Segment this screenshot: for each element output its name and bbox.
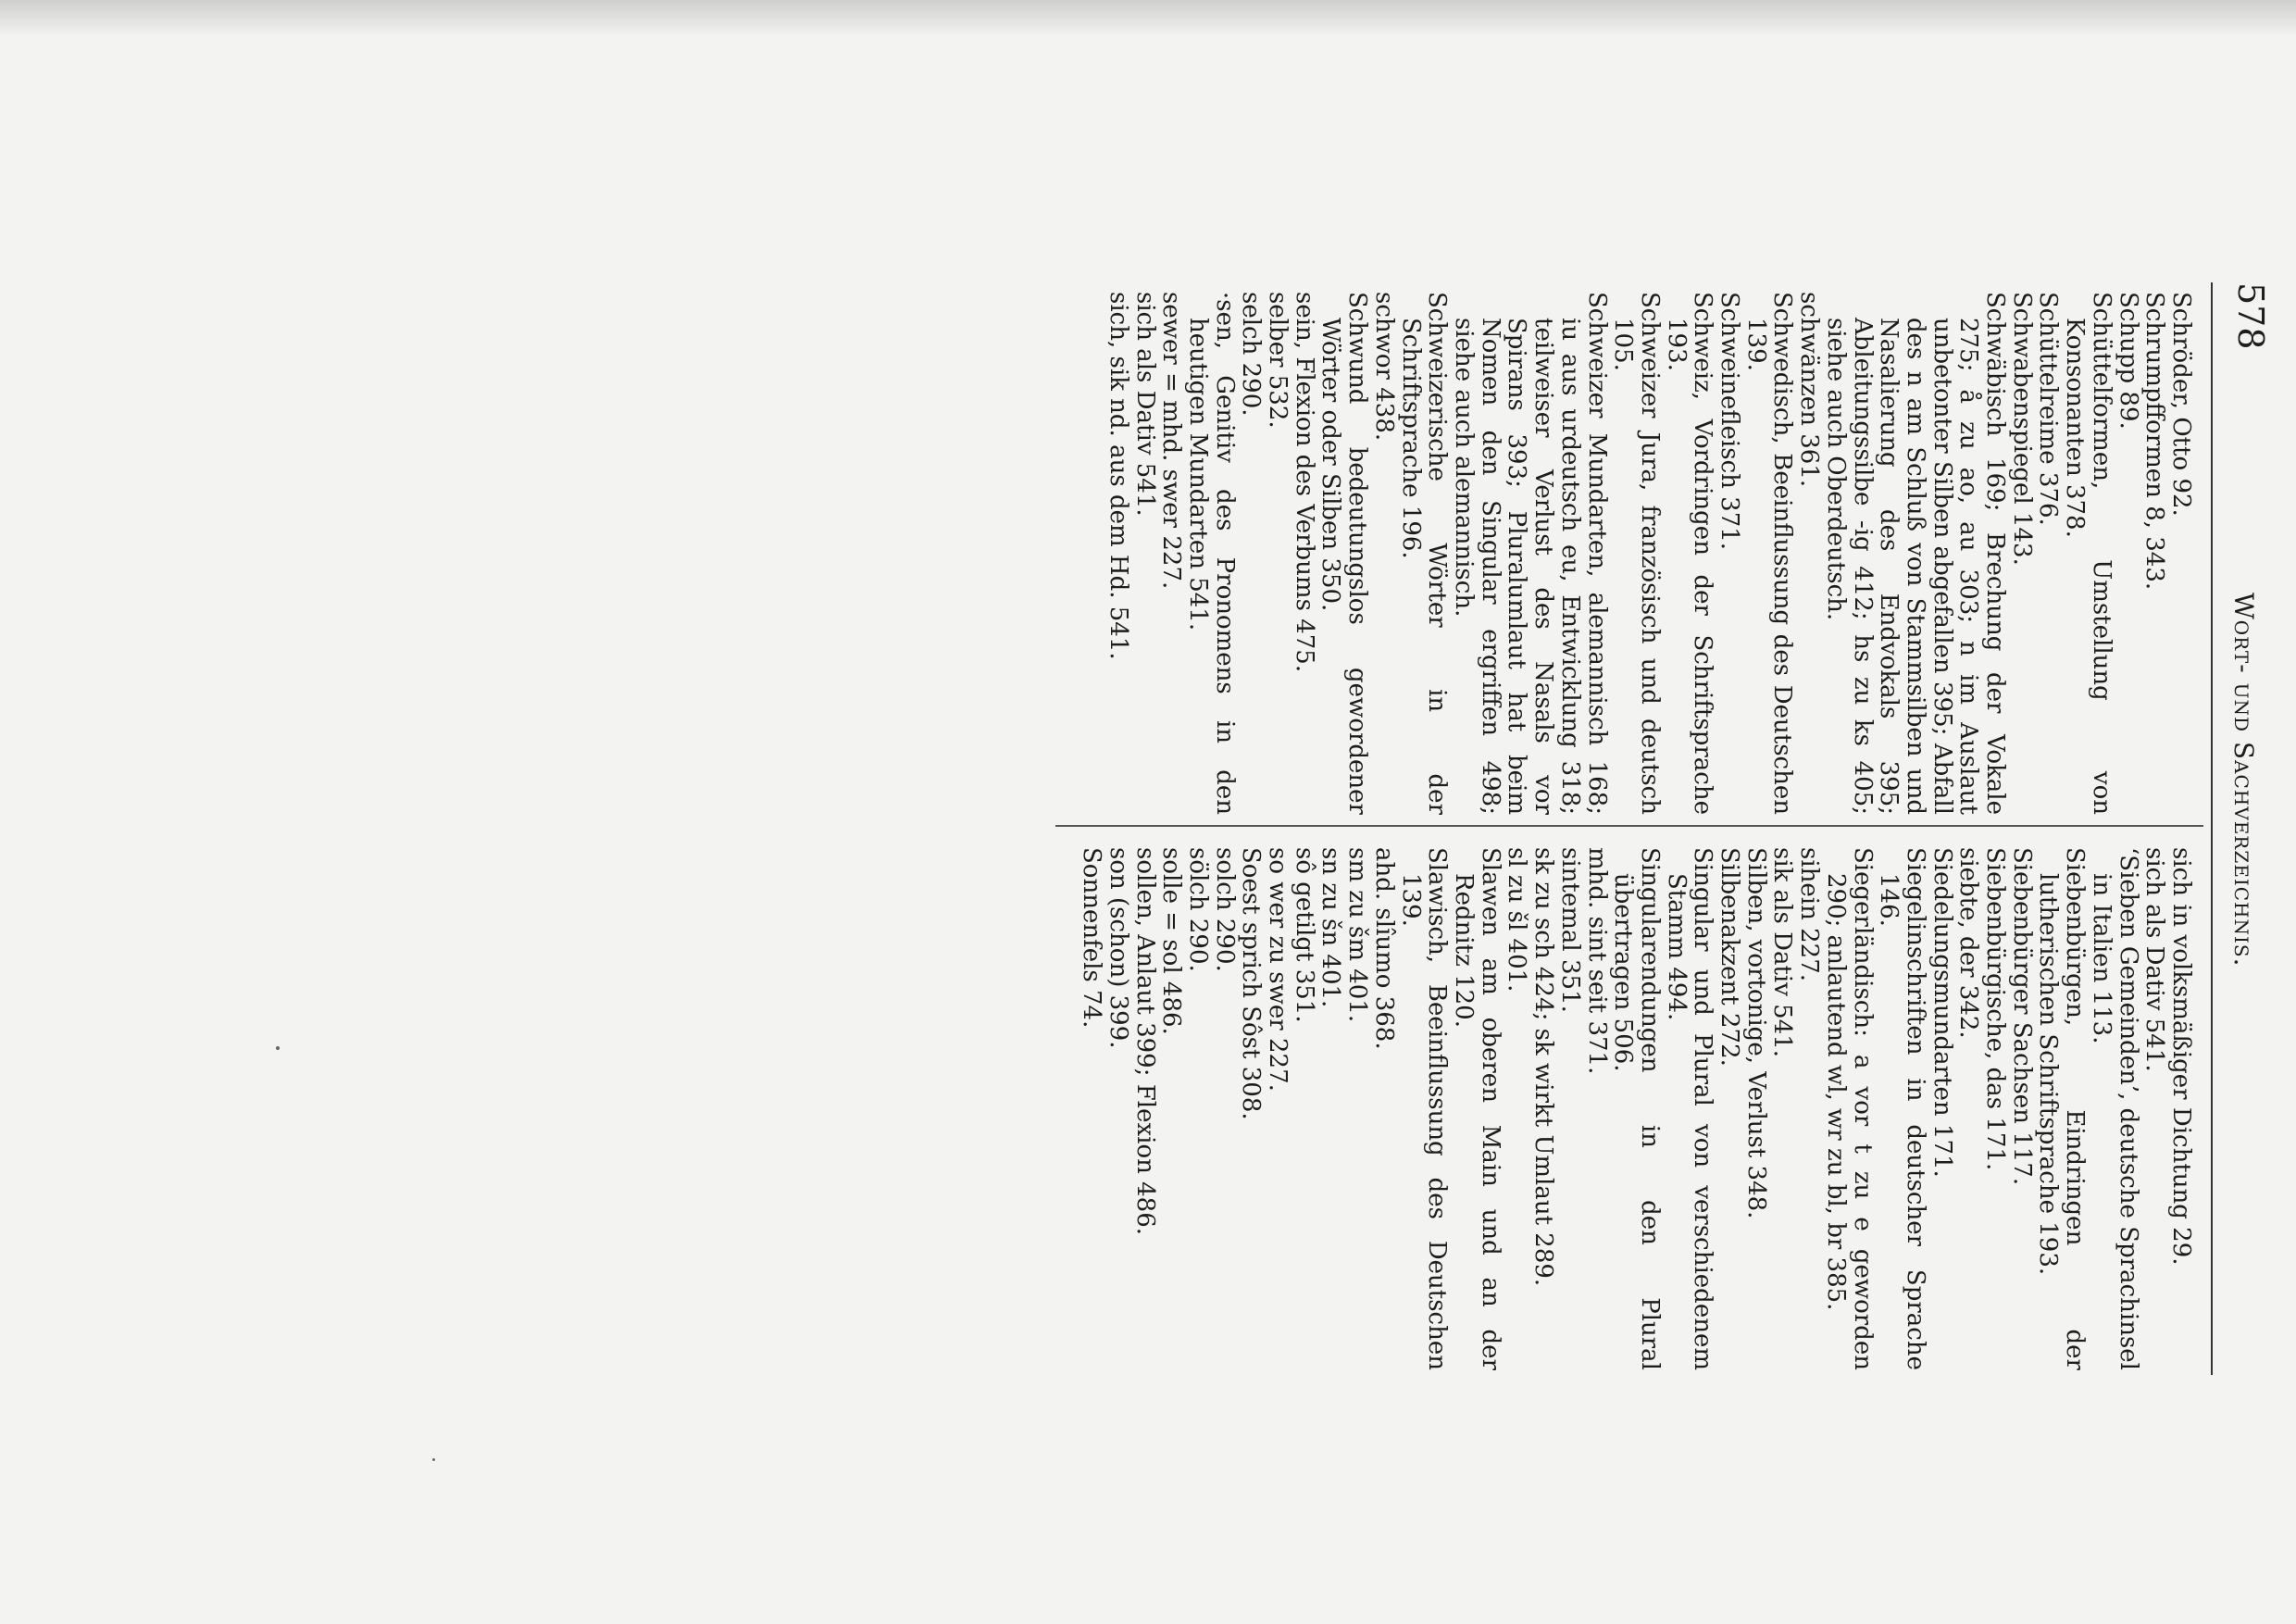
index-entry: Slawisch, Beeinflussung des Deutschen 139.: [1396, 847, 1452, 1370]
index-entry: sk zu sch 424; sk wirkt Umlaut 289.: [1529, 847, 1558, 1287]
index-entry: sl zu šl 401.: [1503, 847, 1531, 993]
page-number: 578: [2230, 282, 2271, 350]
index-entry: Singularendungen in den Plural übertragen 506.: [1609, 847, 1664, 1370]
index-entry: Schüttelformen, Umstellung von Konsonanten 378.: [2061, 292, 2115, 815]
scan-speck: [432, 1458, 435, 1461]
index-entry: ·sen, Genitiv des Pronomens in den heutigen Mundarten 541.: [1183, 292, 1239, 815]
index-entry: schwor 438.: [1369, 292, 1398, 442]
index-entry: siebte, der 342.: [1954, 847, 1983, 1039]
index-entry: ‘Sieben Gemeinden’, deutsche Sprachinsel in Italien 113.: [2087, 847, 2142, 1370]
index-entry: sik als Dativ 541.: [1768, 847, 1797, 1058]
index-entry: sihein 227.: [1795, 847, 1824, 982]
index-entry: solle = sol 486.: [1157, 847, 1186, 1035]
index-entry: Sonnenfels 74.: [1078, 847, 1106, 1029]
index-entry: Schweiz, Vordringen der Schriftsprache 193.: [1662, 292, 1717, 815]
index-entry: Schwabenspiegel 143.: [2007, 292, 2036, 566]
index-column-right: [1078, 847, 2194, 1370]
index-entry: Siedelungsmundarten 171.: [1928, 847, 1956, 1178]
index-entry: Schwund bedeutungslos gewordener Wörter oder Silben 350.: [1316, 292, 1372, 815]
index-entry: solch 290.: [1210, 847, 1239, 972]
index-entry: Siebenbürger Sachsen 117.: [2007, 847, 2036, 1186]
index-entry: Schwäbisch 169; Brechung der Vokale 275; å zu ao, au 303; n im Auslaut unbetonter Silben abgefallen 395; Abfall des n am Schluß von Stammsilben und Nasalierung des Endvokals 395; Ableitungssilbe -ig 412; hs zu ks 405; siehe auch Oberdeutsch.: [1821, 292, 2010, 815]
index-entry: sich als Dativ 541.: [1130, 292, 1159, 517]
index-entry: schwänzen 361.: [1795, 292, 1824, 488]
index-entry: Schupp 89.: [2114, 292, 2142, 430]
index-entry: son (schon) 399.: [1104, 847, 1132, 1049]
scan-speck: [276, 1046, 280, 1050]
index-entry: Slawen am oberen Main und an der Rednitz 120.: [1450, 847, 1504, 1370]
index-column-left: [1104, 292, 2194, 815]
index-entry: selch 290.: [1237, 292, 1266, 417]
index-entry: sm zu šm 401.: [1343, 847, 1372, 1023]
column-divider: [1055, 825, 2203, 827]
index-entry: sn zu šn 401.: [1316, 847, 1345, 1008]
index-entry: sein, Flexion des Verbums 475.: [1290, 292, 1318, 673]
index-entry: sollen, Anlaut 399; Flexion 486.: [1130, 847, 1159, 1236]
index-entry: Singular und Plural von verschiedenem Stamm 494.: [1662, 847, 1717, 1370]
index-entry: sô getilgt 351.: [1290, 847, 1318, 1023]
index-entry: Siebenbürgen, Eindringen der lutherischen Schriftsprache 193.: [2034, 847, 2090, 1370]
index-entry: Schwedisch, Beeinflussung des Deutschen 139.: [1741, 292, 1797, 815]
index-entry: selber 532.: [1264, 292, 1292, 429]
index-entry: sich in volksmäßiger Dichtung 29.: [2167, 847, 2195, 1266]
index-entry: so wer zu swer 227.: [1264, 847, 1292, 1092]
index-entry: Soest sprich Sôst 308.: [1237, 847, 1266, 1120]
index-entry: sintemal 351.: [1555, 847, 1584, 1013]
index-entry: Siegerländisch: a vor t zu e geworden 290; anlautend wl, wr zu bl, br 385.: [1821, 847, 1877, 1370]
index-entry: sölch 290.: [1183, 847, 1212, 972]
index-entry: Siebenbürgische, das 171.: [1981, 847, 2010, 1171]
index-entry: Schrumpfformen 8, 343.: [2140, 292, 2169, 591]
index-entry: mhd. sint seit 371.: [1582, 847, 1611, 1075]
index-entry: Schröder, Otto 92.: [2167, 292, 2195, 517]
header-rule: [2211, 282, 2213, 1375]
index-entry: sich als Dativ 541.: [2140, 847, 2169, 1072]
index-entry: Schweinefleisch 371.: [1716, 292, 1744, 551]
index-entry: Schweizer Mundarten, alemannisch 168; iu aus urdeutsch eu, Entwicklung 318; teilweiser Verlust des Nasals vor Spirans 393; Pluralumlaut hat beim Nomen den Singular ergriffen 498; siehe auch alemannisch.: [1450, 292, 1611, 815]
index-entry: ahd. slîumo 368.: [1369, 847, 1398, 1050]
index-entry: Silben, vortonige, Verlust 348.: [1741, 847, 1770, 1219]
index-entry: Siegelinschriften in deutscher Sprache 146.: [1875, 847, 1929, 1370]
index-entry: sich, sik nd. aus dem Hd. 541.: [1104, 292, 1132, 660]
index-entry: Schweizer Jura, französisch und deutsch 105.: [1609, 292, 1664, 815]
index-entry: Silbenakzent 272.: [1716, 847, 1744, 1067]
index-entry: sewer = mhd. swer 227.: [1157, 292, 1186, 590]
index-entry: Schweizerische Wörter in der Schriftsprache 196.: [1396, 292, 1452, 815]
running-head: Wort- und Sachverzeichnis.: [2228, 593, 2259, 968]
index-entry: Schüttelreime 376.: [2034, 292, 2063, 526]
